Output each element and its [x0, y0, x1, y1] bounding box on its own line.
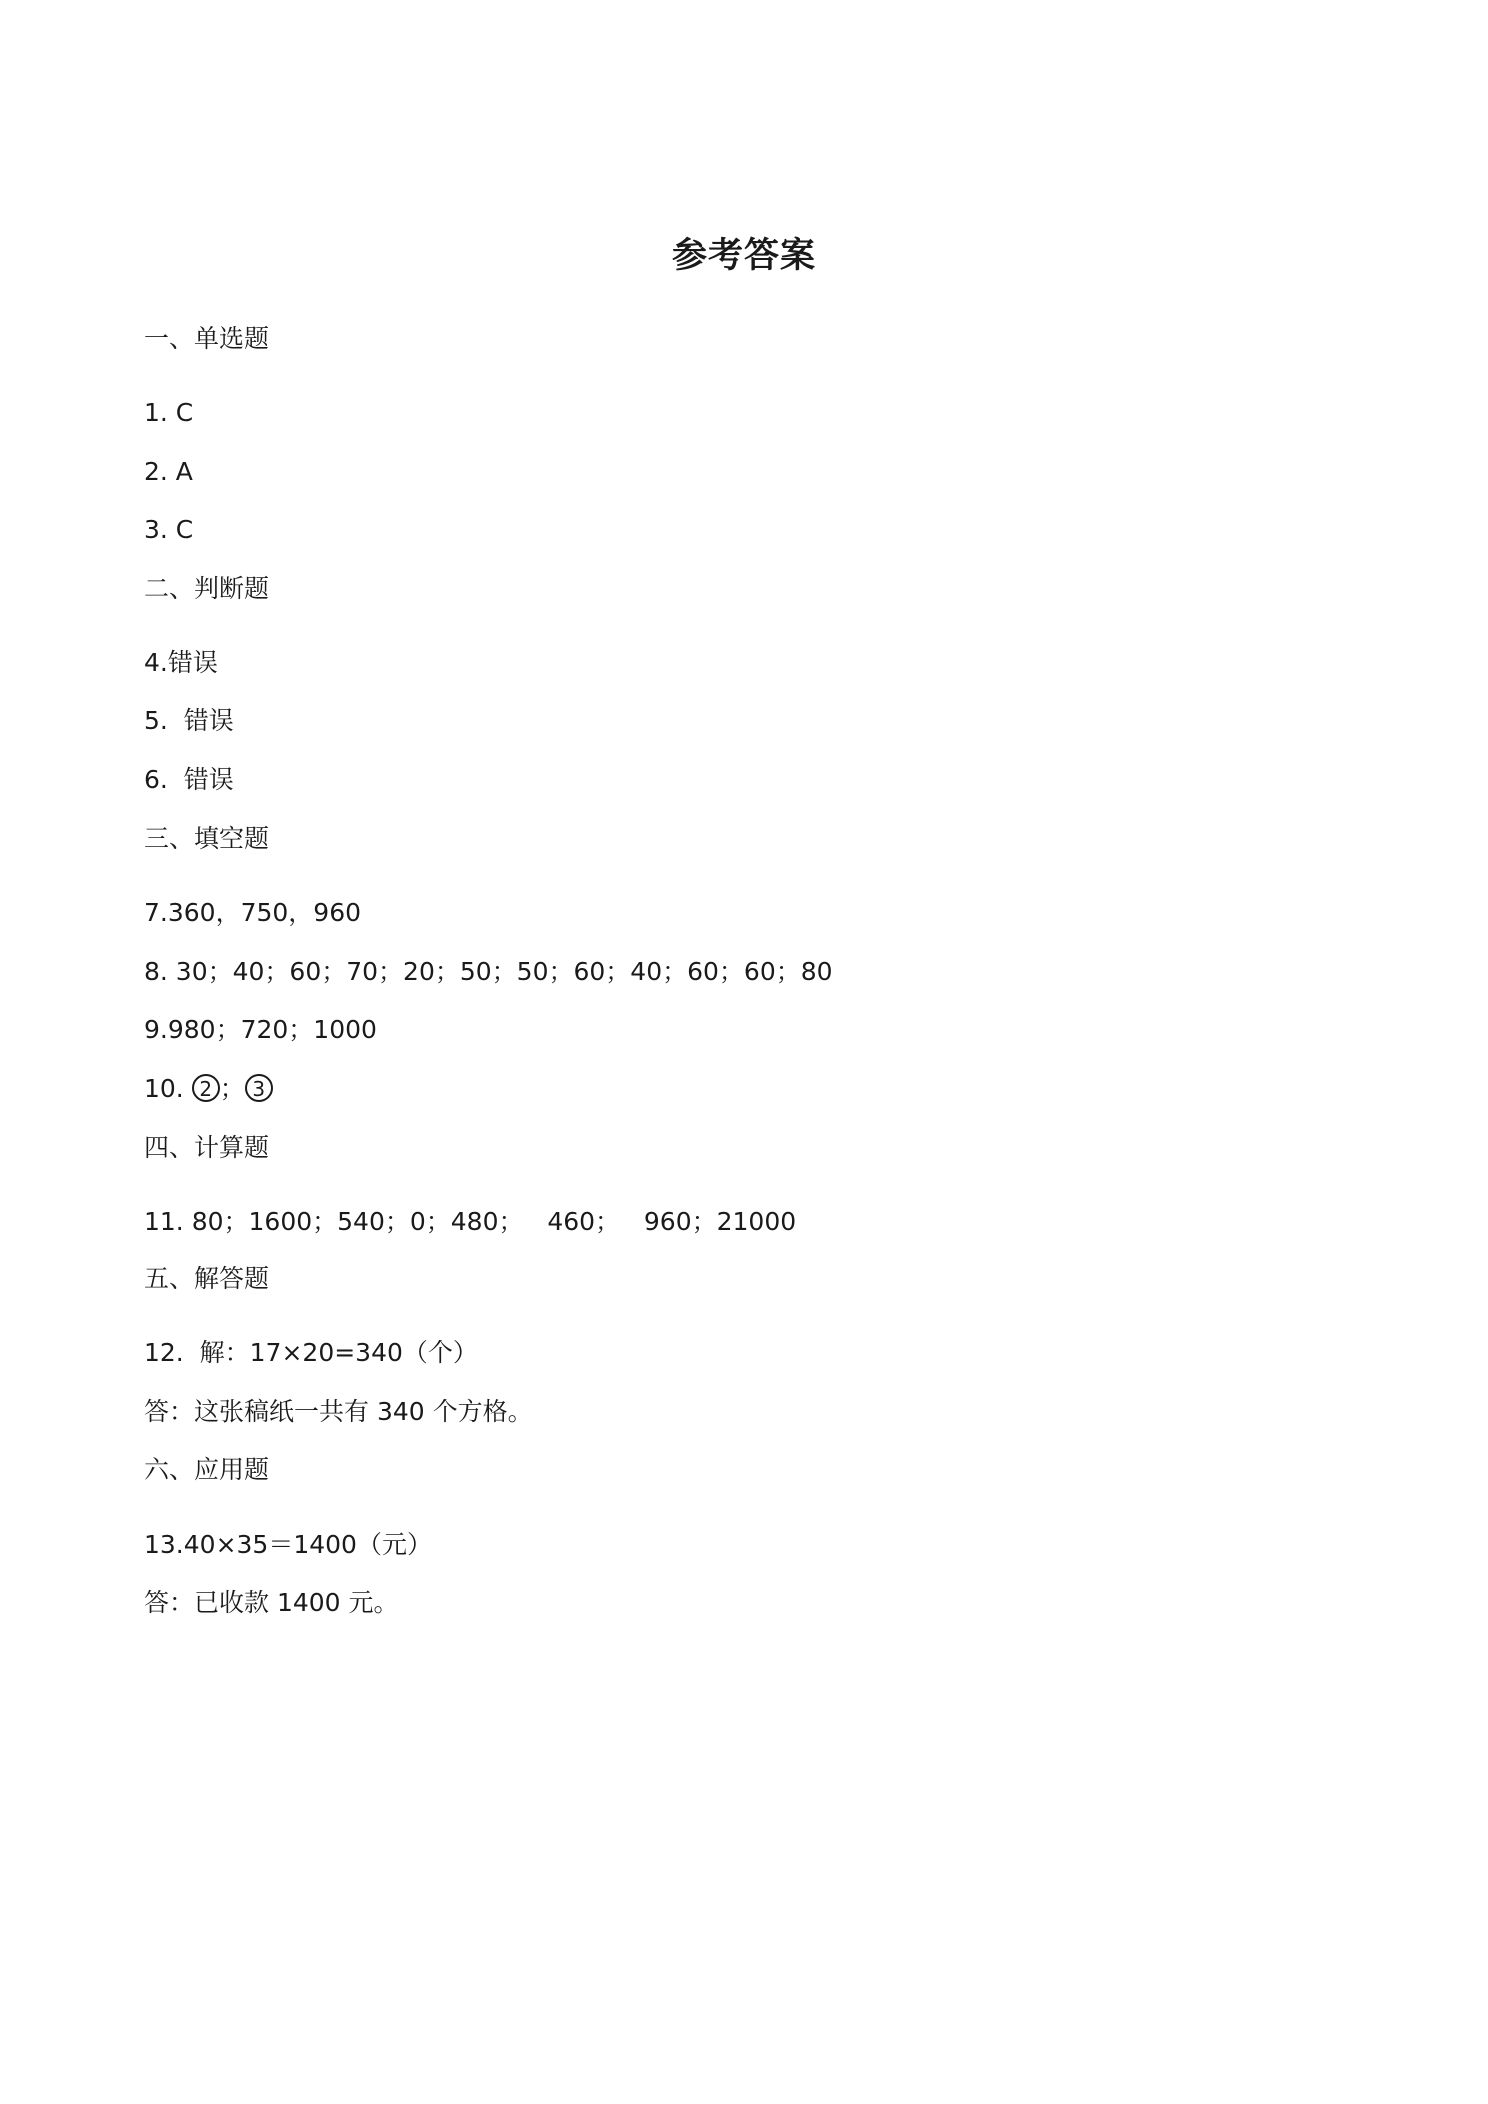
- page-title: 参考答案: [671, 236, 816, 276]
- answer-item-12: 12. 解：17×20=340（个）: [144, 1338, 478, 1367]
- answer-item-3: 3. C: [144, 515, 194, 544]
- answer-item-2: 2. A: [144, 457, 193, 486]
- circled-number-3: 3: [245, 1074, 273, 1102]
- answer-item-13-conclusion: 答：已收款 1400 元。: [144, 1588, 399, 1617]
- answer-item-10-prefix: 10.: [144, 1074, 192, 1103]
- answer-item-8: 8. 30；40；60；70；20；50；50；60；40；60；60；80: [144, 957, 833, 986]
- answer-item-5: 5. 错误: [144, 706, 234, 735]
- answer-item-7: 7.360，750，960: [144, 898, 362, 927]
- section-heading-problem-solving: 五、解答题: [144, 1264, 270, 1293]
- answer-item-13: 13.40×35＝1400（元）: [144, 1530, 432, 1559]
- answer-item-4: 4.错误: [144, 648, 218, 677]
- section-heading-fill-blank: 三、填空题: [144, 824, 270, 853]
- answer-item-10: [144, 1072, 273, 1106]
- section-heading-calculation: 四、计算题: [144, 1133, 270, 1162]
- answer-item-11: 11. 80；1600；540；0；480； 460； 960；21000: [144, 1207, 797, 1236]
- section-heading-true-false: 二、判断题: [144, 574, 270, 603]
- answer-item-6: 6. 错误: [144, 765, 234, 794]
- answer-item-1: 1. C: [144, 398, 194, 427]
- answer-item-12-conclusion: 答：这张稿纸一共有 340 个方格。: [144, 1397, 533, 1426]
- answer-item-10-separator: ；: [219, 1074, 245, 1103]
- answer-item-9: 9.980；720；1000: [144, 1015, 377, 1044]
- section-heading-single-choice: 一、单选题: [144, 324, 270, 353]
- section-heading-application: 六、应用题: [144, 1455, 270, 1484]
- circled-number-2: 2: [192, 1074, 220, 1102]
